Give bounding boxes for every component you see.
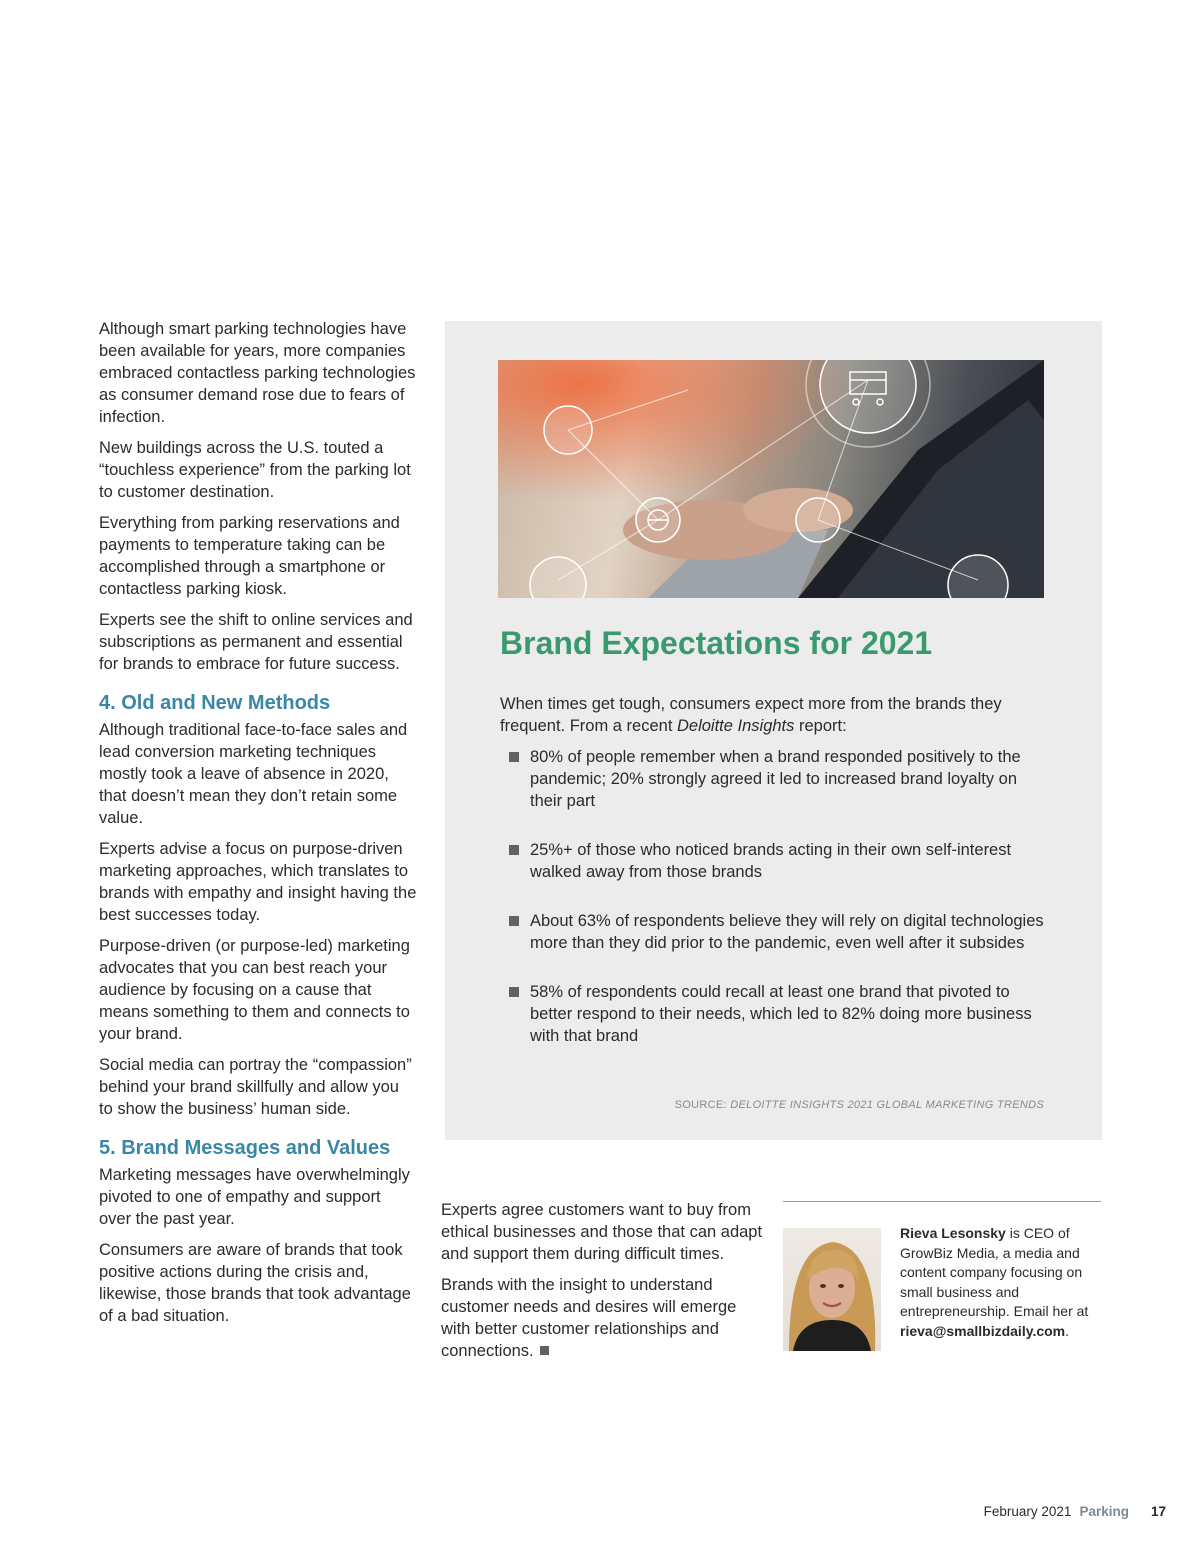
author-portrait-icon [783, 1228, 881, 1351]
bullet-square-icon [509, 752, 519, 762]
bio-divider [783, 1201, 1101, 1202]
author-email: rieva@smallbizdaily.com [900, 1322, 1066, 1339]
body-paragraph: Experts see the shift to online services and subscriptions as permanent and essential for brands to embrace for future success. [99, 611, 413, 673]
body-paragraph: New buildings across the U.S. touted a “touchless experience” from the parking lot to customer destination. [99, 439, 411, 501]
list-item-text: 80% of people remember when a brand responded positively to the pandemic; 20% strongly agreed it led to increased brand loyalty on their part [530, 748, 1021, 810]
bullet-square-icon [509, 916, 519, 926]
page-number: 17 [1150, 1504, 1166, 1519]
body-paragraph: Purpose-driven (or purpose-led) marketing advocates that you can best reach your audience by focusing on a cause that means something to them and connects to your brand. [99, 937, 410, 1043]
network-illustration-icon [498, 360, 1044, 598]
list-item-text: About 63% of respondents believe they will rely on digital technologies more than they did prior to the pandemic, even well after it subsides [530, 912, 1044, 952]
bio-text: is CEO of GrowBiz Media, a media and content company focusing on small business and entrepreneurship. Email her at [900, 1225, 1089, 1319]
section-heading-old-new-methods: 4. Old and New Methods [99, 692, 331, 714]
stat-list [507, 746, 1052, 1074]
author-name: Rieva Lesonsky [900, 1225, 1006, 1241]
author-bio [900, 1224, 1105, 1341]
list-item [507, 910, 1052, 954]
middle-column [441, 1199, 766, 1371]
intro-text-end: report: [794, 717, 847, 735]
body-paragraph [441, 1274, 766, 1362]
sidebar-box [445, 321, 1102, 1140]
bullet-square-icon [509, 845, 519, 855]
body-paragraph: Although traditional face-to-face sales and lead conversion marketing techniques mostly took a leave of absence in 2020, that doesn’t mean they don’t retain some value. [99, 721, 408, 827]
source-name: DELOITTE INSIGHTS 2021 GLOBAL MARKETING TRENDS [730, 1099, 1044, 1111]
list-item [507, 746, 1052, 812]
body-paragraph: Marketing messages have overwhelmingly pivoted to one of empathy and support over the past year. [99, 1166, 410, 1228]
bio-text-end: . [1065, 1322, 1070, 1339]
body-paragraph: Social media can portray the “compassion” behind your brand skillfully and allow you to show the business’ human side. [99, 1056, 412, 1118]
end-mark-icon [540, 1346, 549, 1355]
list-item [507, 839, 1052, 883]
body-paragraph: Experts agree customers want to buy from ethical businesses and those that can adapt and support them during difficult times. [441, 1201, 763, 1263]
footer-publication: Parking [1079, 1504, 1129, 1519]
section-heading-brand-messages: 5. Brand Messages and Values [99, 1137, 391, 1159]
page-footer [984, 1501, 1166, 1523]
body-paragraph: Although smart parking technologies have been available for years, more companies embraced contactless parking technologies as consumer demand rose due to fears of infection. [99, 320, 416, 426]
body-paragraph: Consumers are aware of brands that took positive actions during the crisis and, likewise, those brands that took advantage of a bad situation. [99, 1241, 411, 1325]
intro-text: When times get tough, consumers expect more from the brands they frequent. From a recent [500, 695, 1002, 735]
list-item-text: 58% of respondents could recall at least one brand that pivoted to better respond to their needs, which led to 82% doing more business with that brand [530, 983, 1032, 1045]
author-photo [783, 1228, 881, 1351]
body-paragraph: Experts advise a focus on purpose-driven marketing approaches, which translates to brands with empathy and insight having the best successes today. [99, 840, 417, 924]
intro-source-name: Deloitte Insights [677, 717, 795, 735]
sidebar-intro [500, 693, 1060, 737]
sidebar-title: Brand Expectations for 2021 [500, 625, 933, 661]
footer-date: February 2021 [983, 1504, 1072, 1519]
body-paragraph: Everything from parking reservations and payments to temperature taking can be accomplished through a smartphone or contactless parking kiosk. [99, 514, 400, 598]
body-paragraph-text: Brands with the insight to understand customer needs and desires will emerge with better customer relationships and connections. [441, 1276, 737, 1360]
list-item-text: 25%+ of those who noticed brands acting in their own self-interest walked away from those brands [530, 841, 1012, 881]
left-column [99, 318, 417, 1336]
bullet-square-icon [509, 987, 519, 997]
sidebar-source [675, 1099, 1044, 1111]
list-item [507, 981, 1052, 1047]
source-label: SOURCE: [674, 1099, 731, 1111]
hero-image [498, 360, 1044, 598]
